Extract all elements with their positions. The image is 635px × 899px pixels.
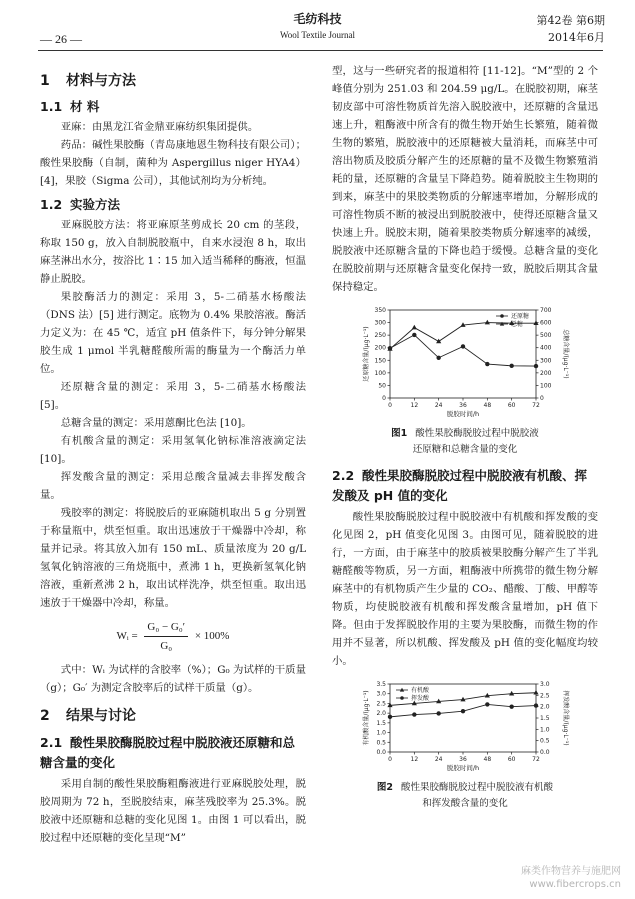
y2-tick-label: 700	[540, 307, 552, 314]
y-tick-label: 2.0	[376, 710, 386, 718]
data-point	[461, 344, 465, 348]
y2-tick-label: 600	[540, 319, 552, 327]
formula-numerator: G₀ − G₀′	[144, 618, 188, 637]
figure-1-caption	[332, 426, 598, 458]
y-tick-label: 150	[374, 357, 386, 365]
y-axis-label: 有机酸含量/(μg·L⁻¹)	[363, 690, 370, 746]
data-point	[461, 709, 465, 713]
y2-tick-label: 1.0	[540, 726, 550, 734]
figure-2-caption	[332, 780, 598, 812]
data-point	[436, 356, 440, 360]
figure-1-chart	[360, 304, 570, 422]
paragraph: 型，这与一些研究者的报道相符 [11-12]。“M”型的 2 个峰值分别为 251.03 和 204.59 μg/L。在脱胶初期，麻茎韧皮部中可溶性物质首先溶入脱胶液中，还原糖的含量迅速上升，粗酶液中所含有的微生物开始生长繁殖，随着微生物的繁殖，脱胶液中的还原糖被大量消耗，而麻茎中可溶出物质及胶质分解产生的还原糖的量不及微生物繁殖消耗的量，还原糖的含量呈下降趋势。随着脱胶主生物期的到来，麻茎中的果胶类物质的分解速率增加，分解形成的可溶性物质不断的被浸出到脱胶液中，使得还原糖含量又快速上升。脱胶末期，随着果胶类物质分解速率的减缓，脱胶液中还原糖含量的下降也趋于缓慢。总糖含量的变化在脱胶前期与还原糖含量变化保持一致，脱胶后期其含量保持稳定。	[332, 65, 598, 293]
y2-tick-label: 200	[540, 369, 552, 377]
issue-info	[537, 12, 606, 46]
data-point	[485, 320, 490, 325]
paragraph: 式中：Wᵢ 为试样的含胶率（%）；G₀ 为试样的干质量（g）；G₀′ 为测定含胶率后的试样干质量（g）。	[40, 664, 306, 694]
x-tick-label: 36	[459, 756, 467, 763]
watermark	[521, 865, 621, 891]
section-number: 2	[40, 708, 50, 724]
data-point	[534, 703, 538, 707]
y2-tick-label: 0.0	[540, 749, 550, 756]
subsection-number: 2.2	[332, 468, 355, 483]
journal-title-en: Wool Textile Journal	[280, 30, 355, 40]
y2-tick-label: 0.5	[540, 737, 550, 745]
y2-tick-label: 2.0	[540, 703, 550, 711]
left-column	[40, 62, 306, 847]
legend-label: 还原糖	[511, 313, 530, 321]
data-point	[436, 711, 440, 715]
section-title: 结果与讨论	[66, 708, 136, 724]
paragraph: 残胶率的测定：将脱胶后的亚麻随机取出 5 g 分别置于称量瓶中，烘至恒重。取出迅速放于干燥器中冷却，称量并记录。将其放入加有 150 mL、质量浓度为 20 g/L 氢氧化钠溶液的三角烧瓶中，煮沸 1 h，更换新氢氧化钠溶液，重新煮沸 2 h，取出试样洗净，烘至恒重。取出迅速放于干燥器中冷却，称量。	[40, 507, 306, 609]
caption-line: 还原糖和总糖含量的变化	[412, 444, 518, 455]
x-tick-label: 48	[483, 402, 492, 409]
journal-title-cn: 毛纺科技	[293, 12, 342, 26]
paragraph: 采用自制的酸性果胶酶粗酶液进行亚麻脱胶处理，脱胶周期为 72 h，至脱胶结束，麻茎残胶率为 25.3%。脱胶液中还原糖和总糖的变化见图 1。由图 1 可以看出，脱胶过程中还原糖的变化呈现“M”	[40, 778, 306, 844]
x-tick-label: 24	[434, 402, 443, 409]
y2-tick-label: 1.5	[540, 715, 550, 722]
paragraph: 挥发酸含量的测定：采用总酸含量减去非挥发酸含量。	[40, 471, 306, 501]
paragraph: 亚麻脱胶方法：将亚麻原茎剪成长 20 cm 的茎段，称取 150 g，放入自制脱胶瓶中，自来水浸泡 8 h，取出麻茎淋出水分，按浴比 1∶15 加入适当稀释的酶液，恒温静止脱胶。	[40, 219, 306, 285]
y2-tick-label: 3.0	[540, 681, 550, 688]
figure-1	[332, 304, 598, 422]
subsection-number: 2.1	[40, 735, 63, 750]
y2-tick-label: 300	[540, 357, 552, 365]
y-tick-label: 3.5	[376, 681, 386, 688]
subsection-title: 酸性果胶酶脱胶过程中脱胶液有机酸、挥发酸及 pH 值的变化	[332, 468, 588, 503]
watermark-text: 麻类作物营养与施肥网	[521, 866, 621, 877]
formula-denominator: G₀	[160, 640, 173, 652]
y2-tick-label: 0	[540, 395, 544, 402]
figure-label: 图1	[391, 428, 408, 439]
y-tick-label: 200	[374, 344, 386, 352]
section-1-heading	[40, 72, 306, 90]
y-tick-label: 3.0	[376, 690, 386, 698]
x-axis-label: 脱胶时间/h	[446, 764, 480, 772]
subsection-1-2-heading	[40, 196, 306, 214]
section-number: 1	[40, 73, 50, 89]
y-tick-label: 2.5	[376, 700, 386, 708]
subsection-2-2-heading	[332, 466, 598, 506]
x-tick-label: 0	[388, 756, 392, 763]
volume-issue: 第42卷 第6期	[536, 14, 605, 27]
x-tick-label: 24	[434, 756, 443, 763]
data-point	[485, 362, 489, 366]
legend-marker	[500, 314, 504, 318]
series-line	[390, 335, 536, 366]
data-point	[509, 364, 513, 368]
y-axis-label: 还原糖含量/(μg·L⁻¹)	[363, 326, 370, 382]
x-tick-label: 60	[507, 402, 516, 409]
caption-line: 和挥发酸含量的变化	[422, 798, 508, 809]
subsection-title: 实验方法	[70, 197, 121, 212]
x-tick-label: 12	[410, 402, 419, 409]
y2-tick-label: 100	[540, 382, 552, 390]
legend-label: 挥发酸	[411, 695, 430, 703]
caption-line: 酸性果胶酶脱胶过程中脱胶液	[415, 428, 539, 439]
formula-rhs: × 100%	[194, 630, 230, 643]
y-tick-label: 350	[374, 307, 386, 314]
data-point	[509, 704, 513, 708]
paragraph: 还原糖含量的测定：采用 3，5-二硝基水杨酸法 [5]。	[40, 381, 306, 411]
data-point	[533, 690, 538, 695]
figure-2	[332, 678, 598, 776]
formula	[40, 618, 306, 655]
paragraph: 亚麻：由黑龙江省金鼎亚麻纺织集团提供。	[60, 121, 259, 133]
caption-line: 酸性果胶酶脱胶过程中脱胶液有机酸	[401, 782, 554, 793]
header-rule	[38, 50, 603, 51]
data-point	[436, 339, 441, 344]
x-tick-label: 12	[410, 756, 419, 763]
subsection-1-1-heading	[40, 98, 306, 116]
y2-axis-label: 总糖含量/(μg·L⁻¹)	[562, 329, 569, 379]
y-tick-label: 250	[374, 332, 386, 340]
x-tick-label: 0	[388, 402, 392, 409]
x-tick-label: 36	[459, 402, 467, 409]
x-axis-label: 脱胶时间/h	[446, 410, 480, 418]
issue-date: 2014年6月	[548, 31, 605, 44]
page-number: — 26 —	[40, 32, 82, 46]
subsection-title: 酸性果胶酶脱胶过程中脱胶液还原糖和总糖含量的变化	[40, 735, 296, 770]
data-point	[412, 712, 416, 716]
formula-lhs: Wᵢ =	[116, 630, 138, 643]
figure-label: 图2	[376, 782, 394, 793]
formula-fraction	[144, 618, 188, 655]
y-tick-label: 300	[374, 319, 386, 327]
subsection-title: 材 料	[70, 99, 100, 114]
legend-label: 有机酸	[411, 687, 430, 695]
y-tick-label: 0.5	[376, 739, 386, 747]
figure-2-chart	[360, 678, 570, 776]
subsection-2-1-heading	[40, 733, 306, 773]
y-tick-label: 100	[374, 369, 386, 377]
paragraph: 药品：碱性果胶酶（青岛康地恩生物科技有限公司）；酸性果胶酶（自制，菌种为 Aspergillus niger HYA4）[4]，果胶（Sigma 公司），其他试剂均为分析纯。	[40, 139, 306, 187]
y-tick-label: 50	[378, 382, 386, 390]
y-tick-label: 1.5	[376, 719, 386, 727]
y2-tick-label: 2.5	[540, 692, 550, 700]
x-tick-label: 72	[532, 756, 540, 763]
data-point	[534, 364, 538, 368]
right-column	[332, 62, 598, 812]
y2-tick-label: 500	[540, 332, 552, 340]
x-tick-label: 60	[507, 756, 516, 763]
legend-label: 总糖	[511, 321, 524, 329]
paragraph: 酸性果胶酶脱胶过程中脱胶液中有机酸和挥发酸的变化见图 2，pH 值变化见图 3。由图可见，随着脱胶的进行，一方面，由于麻茎中的胶质被果胶酶分解产生了半乳糖醛酸等物质，另一方面，粗酶液中所携带的微生物分解麻茎中的有机物质产生少量的 CO₂、醋酸、丁酸、甲醇等物质，均使脱胶液有机酸和挥发酸含量增加，pH 值下降。但由于发挥脱胶作用的主要为果胶酶，而微生物的作用并不显著，所以机酸、挥发酸及 pH 值的变化幅度均较小。	[332, 511, 598, 667]
x-tick-label: 48	[483, 756, 492, 763]
data-point	[412, 333, 416, 337]
section-title: 材料与方法	[66, 73, 136, 89]
paragraph: 有机酸含量的测定：采用氢氧化钠标准溶液滴定法 [10]。	[40, 435, 306, 465]
data-point	[485, 702, 489, 706]
y-tick-label: 0	[382, 395, 386, 402]
subsection-number: 1.2	[40, 197, 63, 212]
y2-axis-label: 挥发酸含量/(μg·L⁻¹)	[562, 690, 569, 746]
paragraph: 总糖含量的测定：采用蒽酮比色法 [10]。	[60, 417, 252, 429]
data-point	[412, 325, 417, 330]
y-tick-label: 1.0	[376, 729, 386, 737]
y2-tick-label: 400	[540, 344, 552, 352]
data-point	[388, 715, 392, 719]
y-tick-label: 0.0	[376, 749, 386, 756]
legend-marker	[400, 696, 404, 700]
watermark-url: www.fibercrops.cn	[529, 879, 621, 890]
x-tick-label: 72	[532, 402, 540, 409]
paragraph: 果胶酶活力的测定：采用 3，5-二硝基水杨酸法（DNS 法）[5] 进行测定。底物为 0.4% 果胶溶液。酶活力定义为：在 45 ℃，适宜 pH 值条件下，每分钟分解果胶生成 1 μmol 半乳糖醛酸所需的酶量为一个酶活力单位。	[40, 291, 306, 375]
section-2-heading	[40, 707, 306, 725]
subsection-number: 1.1	[40, 99, 63, 114]
